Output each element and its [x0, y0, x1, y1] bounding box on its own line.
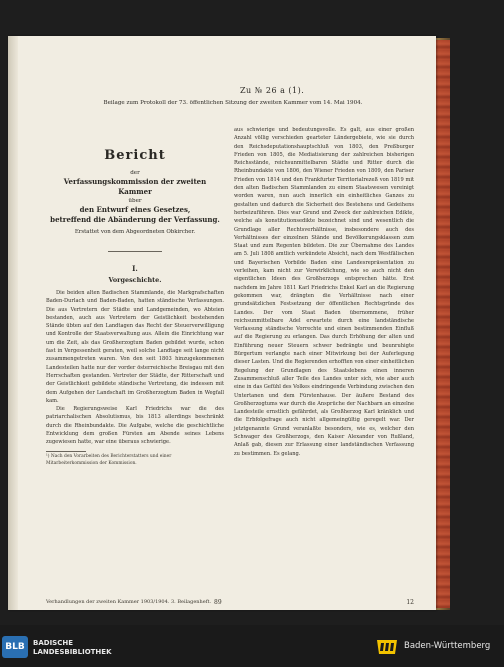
- right-column: [234, 126, 414, 458]
- title-block: [46, 148, 224, 237]
- paragraph: aus schwierige und bedeutungsvolle. Es galt, aus einer großen Anzahl völlig verschieden gearteter Ländergebiete, wie sie durch den Reichsdeputationshauptschluß von 1803, den Preßburger Frieden von 1805, die Mediatisierung der zahlreichen bisherigen Reichsstände, reichsunmittelbaren Städte und Ritter durch die Rheinbundakte von 1806, den Wiener Frieden von 1809, den Pariser Frieden von 1814 und den Frankfurter Territorialrezeß von 1819 mit den alten Badischen Stammlanden zu einem Staatswesen vereinigt worden waren, nun auch innerlich ein einheitliches Ganzes zu gestalten und dadurch die Sicherheit des Bestehens und Gedeihens herbeizuführen. Dies war Grund und Zweck der zahlreichen Edikte, welche als konstitutionsedikte bezeichnet sind und wesentlich die Grundlage aller Rechtsverhältnisse, insbesondere auch des Verhältnisses der einzelnen Stände und Bevölkerungsklassen zum Staat und zum Regenten bildeten. Die zur Übernahme des Landes am 5. Juli 1808 amtlich verkündete Absicht, nach dem Westfälischen und Bayerischen Vorbilde Baden eine Landesrepräsentation zu verleihen, kam nicht zur Verwirklichung, wie so auch nicht den eigentlichen Ideen des Großherzogs entsprechen hätte. Erst nachdem im Jahre 1811 Karl Friedrichs Enkel Karl an die Regierung gekommen war, drängten die Verhältnisse nach einer grundsätzlichen Festsetzung der öffentlichen Rechtsgründe des Landes. Der vom Staat Baden übernommene, früher reichsunmittelbare Adel erwartete durch eine landständische Verfassung ständische Vorrechte und einen bestimmenden Einfluß auf die Regierung zu erlangen. Das durch Erhöhung der alten und Einführung neuer Steuern schwer bedrängte und beunruhigte Bürgertum verlangte nach einer Mitwirkung bei der Auferlegung dieser Lasten. Und die Regierenden erhofften von einer einheitlichen Regelung der Grundlagen des Staatslebens einen inneren Zusammenschluß aller Teile des Landes unter sich, wie aber auch eine in das Gefühl des Volkes eindringende Verbindung zwischen den Untertanen und dem Fürstenhause. Der äußere Bestand des Großherzogtums war durch die Ansprüche der Nachbarn an einzelne Landesteile ernstlich gefährdet, als Großherzog Karl kränklich und die Erbfolgefrage auch nicht allgemeingültig geregelt war. Der jetztgenannte Grund veranlaßte besonders, wie es, welcher den Schwager des Großherzogs, den Kaiser Alexander von Rußland, Anlaß gab, diesen zur Erlassung einer landständischen Verfassung zu bestimmen. Es gelang.: [234, 127, 414, 457]
- commission-name: Verfassungskommission der zweiten Kammer: [63, 177, 207, 196]
- section-number: I.: [132, 264, 138, 273]
- red-page-edge: [436, 40, 450, 608]
- document-page: [8, 36, 436, 610]
- footnote: ¹) Nach den Vorarbeiten des Berichterstatters und einer Mitarbeiterkommission der Kommission.: [46, 454, 172, 466]
- title-der: der: [130, 170, 140, 176]
- footnote-divider: [46, 451, 86, 452]
- baden-wuerttemberg-label[interactable]: Baden-Württemberg: [404, 641, 491, 651]
- section-title: Vorgeschichte.: [108, 276, 162, 284]
- footer-page-number: 89: [214, 599, 222, 606]
- report-title: Bericht: [104, 148, 166, 163]
- beilage-line: Beilage zum Protokoll der 73. öffentlichen Sitzung der zweiten Kammer vom 14. Mai 1904.: [103, 100, 363, 106]
- left-column: [46, 142, 224, 467]
- paragraph: Die Regierungsweise Karl Friedrichs war die des patriarchalischen Absolutismus, bis 1813 allerdings beschränkt durch die Rheinbundakte. Die Aufgabe, welche die geschichtliche Entwicklung dem großen Fürsten am Abende seines Lebens zugewiesen hatte, war eine überaus schwierige.: [46, 406, 224, 446]
- author-line: Erstattet von dem Abgeordneten Obkircher.: [74, 229, 196, 235]
- title-divider: [108, 251, 162, 252]
- title-line-2: betreffend die Abänderung der Verfassung.: [50, 215, 220, 224]
- baden-wuerttemberg-crest-icon[interactable]: [375, 638, 399, 656]
- blb-name[interactable]: [33, 639, 112, 657]
- page-spine: [8, 36, 18, 610]
- blb-name-line-2: LANDESBIBLIOTHEK: [33, 648, 112, 656]
- title-ueber: über: [128, 198, 142, 204]
- header-number: Zu № 26 a (1).: [240, 86, 305, 95]
- footer-sheet-number: 12: [406, 599, 414, 606]
- blb-logo[interactable]: BLB: [2, 636, 28, 658]
- page-footer: [46, 599, 414, 607]
- title-line-1: den Entwurf eines Gesetzes,: [79, 205, 191, 214]
- library-branding-bar: [0, 625, 504, 667]
- paragraph: Die beiden alten Badischen Stammlande, die Markgrafschaften Baden-Durlach und Baden-Baden, hatten ständische Verfassungen. Die aus Vertretern der Städte und Landgemeinden, wo Abteien bestanden, auch aus Vertretern der Geistlichkeit bestehenden Stände übten auf den Landtagen das Recht der Steuerverwilligung und Kontrolle der Staatsverwaltung aus. Allein die Einrichtung war um die Zeit, als das Großherzogtum Baden gebildet wurde, schon fast in Vergessenheit geraten, weil solche Landtage seit lange nicht zusammengetreten waren. Von den seit 1803 hinzugekommenen Landesteilen hatte nur der vorder österreichische Breisgau mit den Herrschaften gestanden. Vertreter der Städte, der Ritterschaft und der Geistlichkeit gebildete ständische Vertretung, die indessen mit dem Aufgehen der Landschaft im Großherzogtum Baden in Wegfall kam.: [46, 290, 224, 404]
- footer-source: Verhandlungen der zweiten Kammer 1903/1904. 3. Beilagenheft.: [46, 599, 212, 605]
- blb-name-line-1: BADISCHE: [33, 639, 73, 647]
